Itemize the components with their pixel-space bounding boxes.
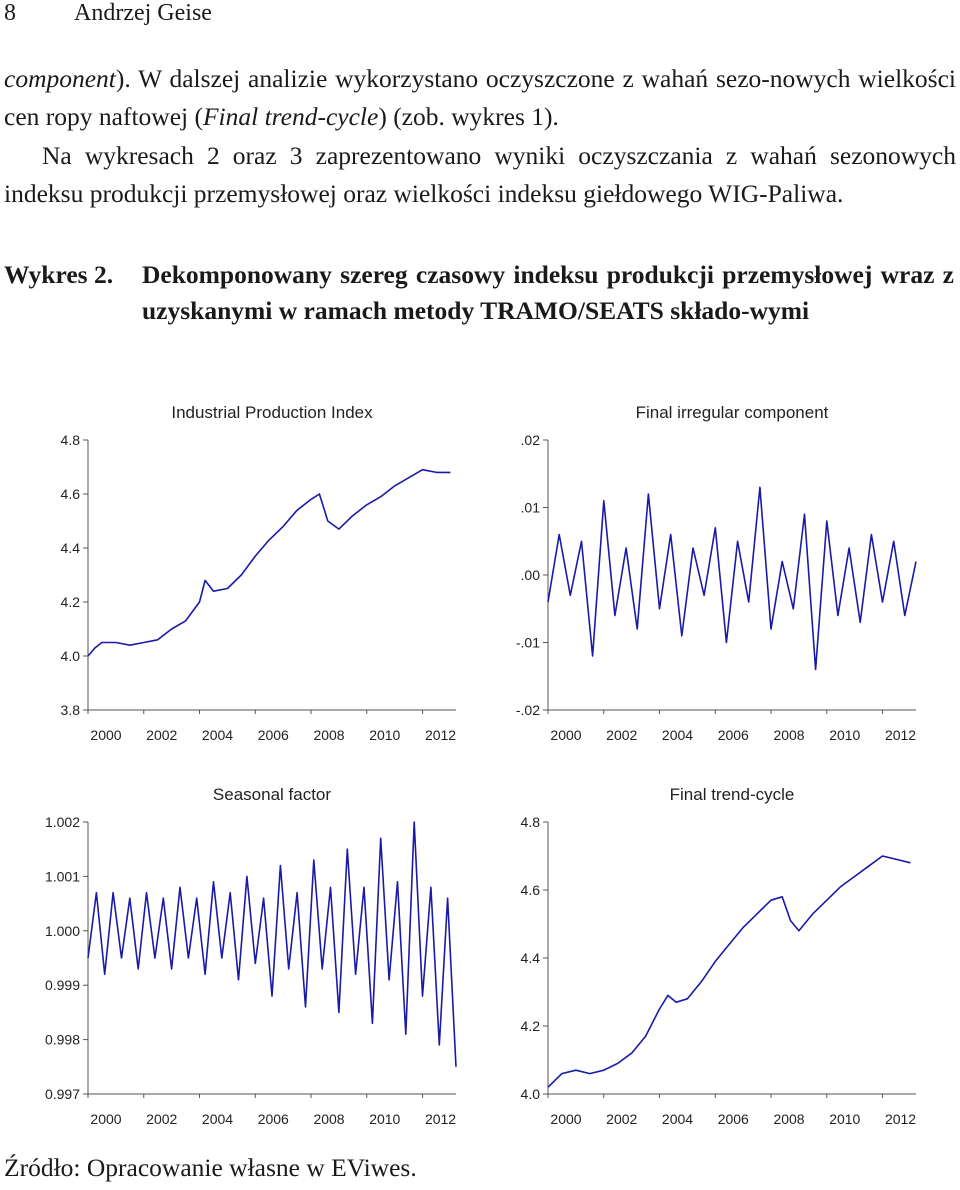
y-tick-label: -.02: [515, 702, 540, 718]
x-tick-label: 2004: [661, 1111, 694, 1127]
x-tick-label: 2004: [201, 1111, 234, 1127]
series-line: [548, 856, 910, 1087]
chart-title: Final trend-cycle: [669, 785, 795, 804]
y-tick-label: 4.2: [60, 594, 80, 610]
chart-title: Industrial Production Index: [171, 403, 373, 422]
x-tick-label: 2008: [773, 727, 805, 743]
x-tick-label: 2010: [369, 1111, 401, 1127]
chart-axes: [548, 440, 916, 710]
y-tick-label: 1.001: [44, 868, 80, 885]
source-note: Źródło: Opracowanie własne w EViwes.: [4, 1153, 417, 1182]
chart-panel-3: [45, 785, 456, 1127]
y-tick-label: 4.0: [520, 1086, 540, 1102]
y-tick-label: .00: [520, 567, 540, 583]
chart-title: Final irregular component: [635, 403, 829, 422]
x-tick-label: 2000: [90, 1111, 122, 1127]
x-tick-label: 2008: [773, 1111, 805, 1127]
y-tick-label: 1.000: [44, 922, 80, 939]
y-tick-label: 4.4: [520, 950, 540, 966]
x-tick-label: 2006: [257, 1111, 289, 1127]
x-tick-label: 2012: [884, 1111, 917, 1127]
chart-axes: [548, 822, 916, 1094]
y-tick-label: 4.6: [520, 882, 540, 898]
x-tick-label: 2004: [201, 727, 234, 743]
x-tick-label: 2008: [313, 1111, 345, 1127]
chart-title: Seasonal factor: [212, 785, 332, 804]
chart-panel-1: [61, 403, 457, 743]
x-tick-label: 2002: [146, 1111, 178, 1127]
chart-axes: [88, 822, 456, 1094]
paragraph-1-part-a: ). W dalszej analizie wykorzystano oczyszczone z wahań sezo-nowych wielkości cen ropy naftowej (: [4, 64, 956, 132]
paragraph-1-italic-start: component: [4, 64, 116, 93]
x-tick-label: 2008: [313, 727, 345, 743]
series-line: [88, 470, 450, 656]
series-line: [548, 487, 916, 669]
x-tick-label: 2012: [424, 727, 457, 743]
paragraph-1-part-b: ) (zob. wykres 1).: [378, 102, 559, 132]
y-tick-label: 4.4: [60, 540, 80, 556]
chart-panel-2: [516, 403, 916, 743]
x-tick-label: 2000: [90, 727, 122, 743]
x-tick-label: 2012: [424, 1111, 457, 1127]
y-tick-label: -.01: [515, 634, 540, 651]
y-tick-label: 3.8: [60, 702, 80, 718]
x-tick-label: 2012: [884, 727, 917, 743]
x-tick-label: 2006: [717, 727, 749, 743]
x-tick-label: 2004: [661, 727, 694, 743]
x-tick-label: 2006: [717, 1111, 749, 1127]
figure-caption-text: Dekomponowany szereg czasowy indeksu produkcji przemysłowej wraz z uzyskanymi w ramach metody TRAMO/SEATS składo-wymi: [142, 260, 954, 325]
x-tick-label: 2002: [146, 727, 178, 743]
x-tick-label: 2010: [369, 727, 401, 743]
author-name: Andrzej Geise: [74, 0, 212, 26]
x-tick-label: 2002: [606, 727, 638, 743]
y-tick-label: 4.8: [60, 432, 80, 448]
page-number: 8: [4, 0, 16, 26]
x-tick-label: 2000: [550, 1111, 582, 1127]
x-tick-label: 2006: [257, 727, 289, 743]
y-tick-label: 4.2: [520, 1018, 540, 1034]
y-tick-label: 4.6: [60, 486, 80, 502]
paragraph-1-italic-mid: Final trend-cycle: [202, 102, 379, 132]
chart-panel-4: [521, 785, 917, 1127]
y-tick-label: 0.999: [44, 977, 80, 994]
y-tick-label: .02: [520, 432, 540, 448]
x-tick-label: 2010: [829, 727, 861, 743]
chart-axes: [88, 440, 456, 710]
x-tick-label: 2010: [829, 1111, 861, 1127]
y-tick-label: 1.002: [44, 814, 80, 830]
x-tick-label: 2000: [550, 727, 582, 743]
series-line: [88, 822, 456, 1067]
y-tick-label: 4.8: [520, 814, 540, 830]
x-tick-label: 2002: [606, 1111, 638, 1127]
y-tick-label: 0.997: [44, 1086, 80, 1102]
y-tick-label: 0.998: [44, 1031, 80, 1048]
y-tick-label: 4.0: [60, 648, 80, 664]
y-tick-label: .01: [520, 499, 540, 516]
figure-label: Wykres 2.: [4, 260, 114, 289]
paragraph-2: Na wykresach 2 oraz 3 zaprezentowano wyniki oczyszczania z wahań sezonowych indeksu produkcji przemysłowej oraz wielkości indeksu giełdowego WIG-Paliwa.: [4, 140, 956, 209]
